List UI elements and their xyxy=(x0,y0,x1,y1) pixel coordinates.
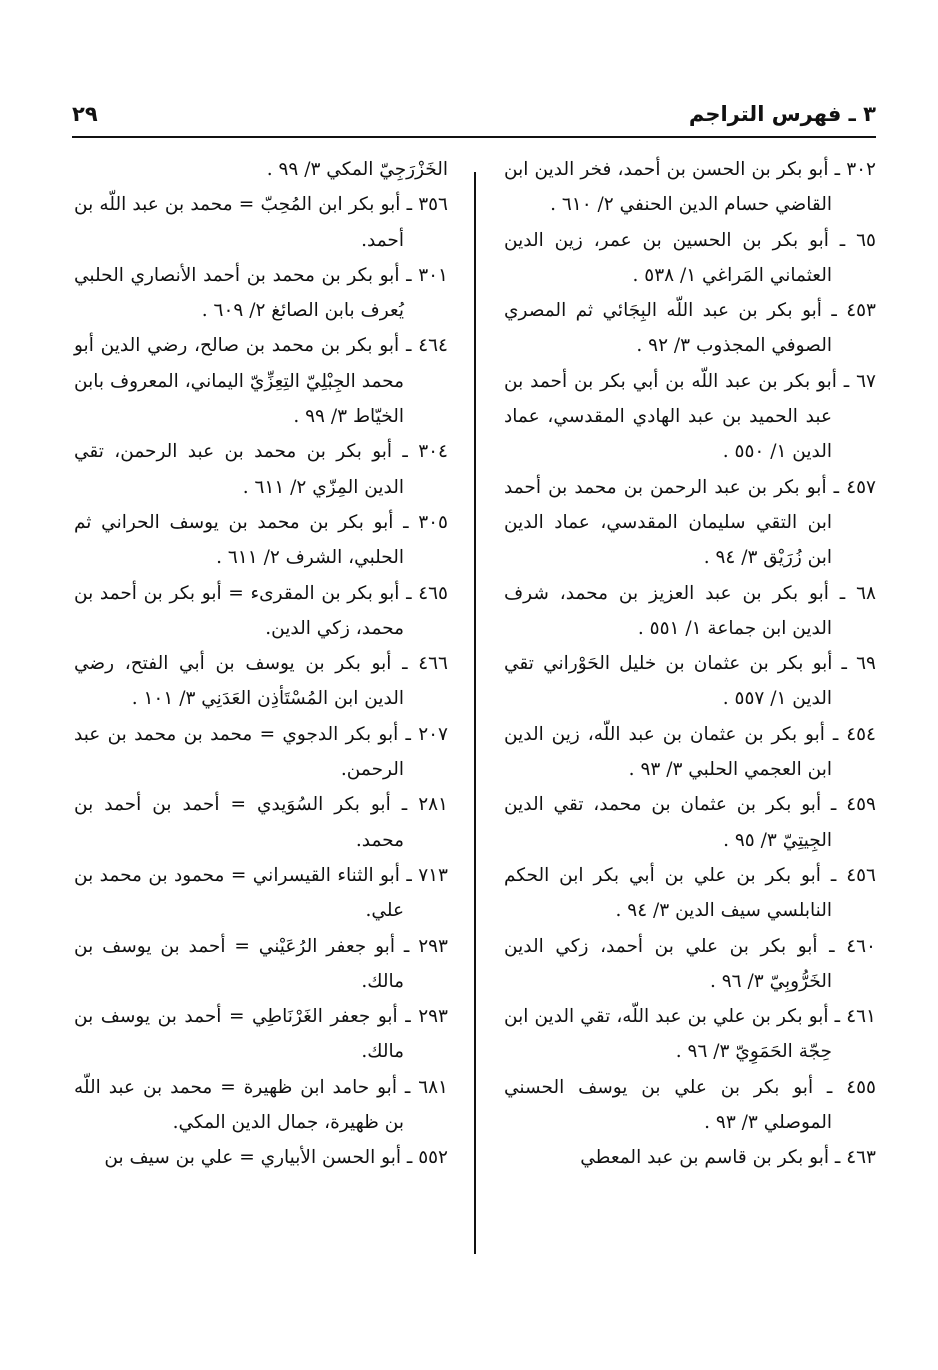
index-entry: ٤٥٥ ـ أبو بكر بن علي بن يوسف الحسني الموصلي ٣/ ٩٣ . xyxy=(504,1076,876,1134)
index-entry: ٦٨ ـ أبو بكر بن عبد العزيز بن محمد، شرف الدين ابن جماعة ١/ ٥٥١ . xyxy=(504,582,876,639)
index-entry: ٢٨١ ـ أبو بكر السُوَيدي = أحمد بن أحمد بن محمد. xyxy=(74,794,448,851)
right-column xyxy=(504,152,876,1176)
index-entry: ٤٥٣ ـ أبو بكر بن عبد اللّه البِجَائي ثم المصري الصوفي المجذوب ٣/ ٩٢ . xyxy=(504,300,876,357)
index-entry: ٣٠١ ـ أبو بكر بن محمد بن أحمد الأنصاري الحلبي يُعرف بابن الصائغ ٢/ ٦٠٩ . xyxy=(74,264,448,322)
index-entry: ٢٩٣ ـ أبو جعفر الغَرْنَاطِي = أحمد بن يوسف بن مالك. xyxy=(74,1006,448,1063)
index-entry: ٤٥٤ ـ أبو بكر بن عثمان بن عبد اللّه، زين الدين ابن العجمي الحلبي ٣/ ٩٣ . xyxy=(504,723,876,781)
index-entry-continuation: الخَزْرَجِيّ المكي ٣/ ٩٩ . xyxy=(266,159,448,180)
left-column xyxy=(74,152,448,1176)
index-entry: ٤٦١ ـ أبو بكر بن علي بن عبد اللّه، تقي الدين ابن حِجّة الحَمَوِيّ ٣/ ٩٦ . xyxy=(504,1006,876,1063)
index-entry: ٤٥٩ ـ أبو بكر بن عثمان بن محمد، تقي الدين الجِيتِيّ ٣/ ٩٥ . xyxy=(504,794,876,851)
index-entry: ٤٥٦ ـ أبو بكر بن علي بن أبي بكر ابن الحكم النابلسي سيف الدين ٣/ ٩٤ . xyxy=(504,864,876,922)
index-entry: ٤٦٦ ـ أبو بكر بن يوسف بن أبي الفتح، رضي الدين ابن المُسْتَأذِن العَدَنِي ٣/ ١٠١ . xyxy=(74,653,448,710)
index-entry: ٢٩٣ ـ أبو جعفر الرُعَيْني = أحمد بن يوسف بن مالك. xyxy=(74,935,448,992)
page-number: ٢٩ xyxy=(72,102,98,126)
index-entry: ٦٩ ـ أبو بكر بن عثمان بن خليل الحَوْراني تقي الدين ١/ ٥٥٧ . xyxy=(504,653,876,710)
index-entry: ٤٦٥ ـ أبو بكر بن المقرىء = أبو بكر بن أحمد بن محمد، زكي الدين. xyxy=(74,582,448,639)
index-entry: ٦٨١ ـ أبو حامد ابن ظهيرة = محمد بن عبد اللّه بن ظهيرة، جمال الدين المكي. xyxy=(74,1076,448,1134)
index-entry: ٣٠٢ ـ أبو بكر بن الحسن بن أحمد، فخر الدين ابن القاضي حسام الدين الحنفي ٢/ ٦١٠ . xyxy=(504,159,876,216)
index-entry: ٤٦٣ ـ أبو بكر بن قاسم بن عبد المعطي xyxy=(580,1147,876,1169)
index-entry: ٢٠٧ ـ أبو بكر الدجوي = محمد بن محمد بن عبد الرحمن. xyxy=(74,723,448,781)
index-entry: ٦٥ ـ أبو بكر بن الحسين بن عمر، زين الدين العثماني المَراغي ١/ ٥٣٨ . xyxy=(504,229,876,286)
index-entry: ٦٧ ـ أبو بكر بن عبد اللّه بن أبي بكر بن أحمد بن عبد الحميد بن عبد الهادي المقدسي، عماد الدين ١/ ٥٥٠ . xyxy=(504,370,876,463)
index-entry: ٥٥٢ ـ أبو الحسن الأبياري = علي بن سيف بن xyxy=(104,1147,448,1169)
section-title: ٣ ـ فهرس التراجم xyxy=(688,102,876,126)
index-entry: ٤٥٧ ـ أبو بكر بن عبد الرحمن بن محمد بن أحمد ابن التقي سليمان المقدسي، عماد الدين ابن زُرَيْق ٣/ ٩٤ . xyxy=(504,476,876,569)
index-entry: ٤٦٤ ـ أبو بكر بن محمد بن صالح، رضي الدين أبو محمد الجِبْلِيّ التِعِزِّيّ اليماني، المعروف بابن الخيّاط ٣/ ٩٩ . xyxy=(74,335,448,428)
index-entry: ٣٥٦ ـ أبو بكر ابن المُحِبّ = محمد بن عبد اللّه بن أحمد. xyxy=(74,194,448,251)
index-entry: ٣٠٤ ـ أبو بكر بن محمد بن عبد الرحمن، تقي الدين المِزّي ٢/ ٦١١ . xyxy=(74,441,448,498)
column-divider xyxy=(474,172,476,1254)
index-entry: ٤٦٠ ـ أبو بكر بن علي بن أحمد، زكي الدين الخَرُّوبِيّ ٣/ ٩٦ . xyxy=(504,935,876,992)
page-header xyxy=(72,96,876,138)
index-entry: ٣٠٥ ـ أبو بكر بن محمد بن يوسف الحراني ثم الحلبي، الشرف ٢/ ٦١١ . xyxy=(74,511,448,569)
index-entry: ٧١٣ ـ أبو الثناء القيسراني = محمود بن محمد بن علي. xyxy=(74,864,448,922)
